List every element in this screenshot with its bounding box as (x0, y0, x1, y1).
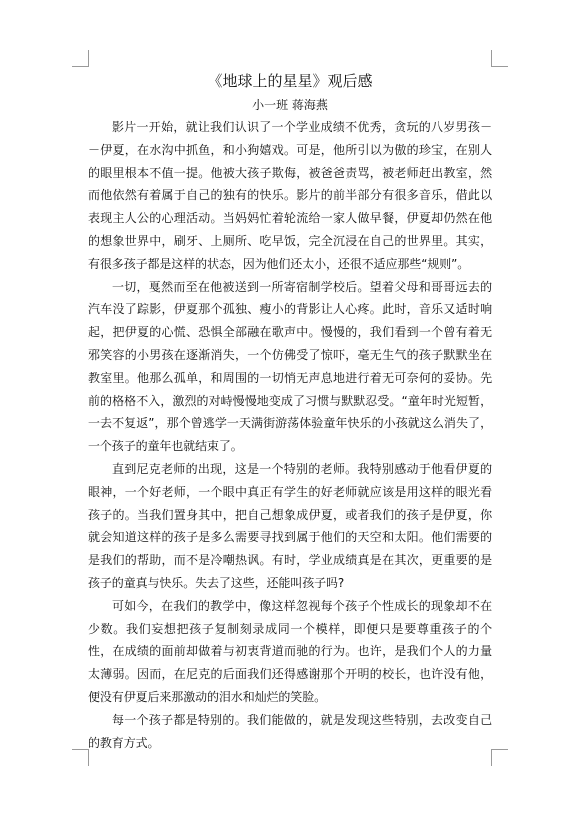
paragraph-3: 直到尼克老师的出现，这是一个特别的老师。我特别感动于他看伊夏的眼神，一个好老师，一个眼中真正有学生的好老师就应该是用这样的眼光看孩子的。当我们置身其中，把自己想象成伊夏，或者我们的孩子是伊夏，你就会知道这样的孩子是多么需要寻找到属于他们的天空和太阳。他们需要的是我们的帮助，而不是冷嘲热讽。有时，学业成绩真是在其次，更重要的是孩子的童真与快乐。失去了这些，还能叫孩子吗? (88, 461, 492, 590)
document-title: 《地球上的星星》观后感 (207, 72, 373, 90)
document-body (88, 70, 492, 754)
paragraph-5: 每一个孩子都是特别的。我们能做的，就是发现这些特别，去改变自己的教育方式。 (88, 712, 492, 750)
margin-mark-top-left (72, 50, 89, 67)
margin-mark-bottom-left (72, 749, 89, 766)
margin-mark-top-right (491, 50, 508, 67)
paragraph-4: 可如今，在我们的教学中，像这样忽视每个孩子个性成长的现象却不在少数。我们妄想把孩子复制刻录成同一个模样，即便只是要尊重孩子的个性，在成绩的面前却做着与初衷背道而驰的行为。也许，是我们个人的力量太薄弱。因而，在尼克的后面我们还得感谢那个开明的校长，也许没有他，便没有伊夏后来那激动的泪水和灿烂的笑脸。 (88, 598, 492, 704)
paragraph-1: 影片一开始，就让我们认识了一个学业成绩不优秀，贪玩的八岁男孩－－伊夏，在水沟中抓鱼，和小狗嬉戏。可是，他所引以为傲的珍宝，在别人的眼里根本不值一提。他被大孩子欺侮，被爸爸责骂，被老师赶出教室，然而他依然有着属于自己的独有的快乐。影片的前半部分有很多音乐，借此以表现主人公的心理活动。当妈妈忙着轮流给一家人做早餐，伊夏却仍然在他的想象世界中，刷牙、上厕所、吃早饭，完全沉浸在自己的世界里。其实，有很多孩子都是这样的状态，因为他们还太小，还很不适应那些“规则”。 (88, 120, 492, 271)
margin-mark-bottom-right (491, 749, 508, 766)
paragraph-2: 一切，戛然而至在他被送到一所寄宿制学校后。望着父母和哥哥远去的汽车没了踪影，伊夏那个孤独、瘦小的背影让人心疼。此时，音乐又适时响起，把伊夏的心慌、恐惧全部融在歌声中。慢慢的，我们看到一个曾有着无邪笑容的小男孩在逐渐消失，一个仿佛受了惊吓，毫无生气的孩子默默坐在教室里。他那么孤单，和周围的一切悄无声息地进行着无可奈何的妥协。先前的格格不入，激烈的对峙慢慢地变成了习惯与默默忍受。“童年时光短暂，一去不复返”，那个曾逃学一天满街游荡体验童年快乐的小孩就这么消失了，一个孩子的童年也就结束了。 (88, 279, 492, 454)
document-author: 小一班 蒋海燕 (252, 98, 328, 112)
